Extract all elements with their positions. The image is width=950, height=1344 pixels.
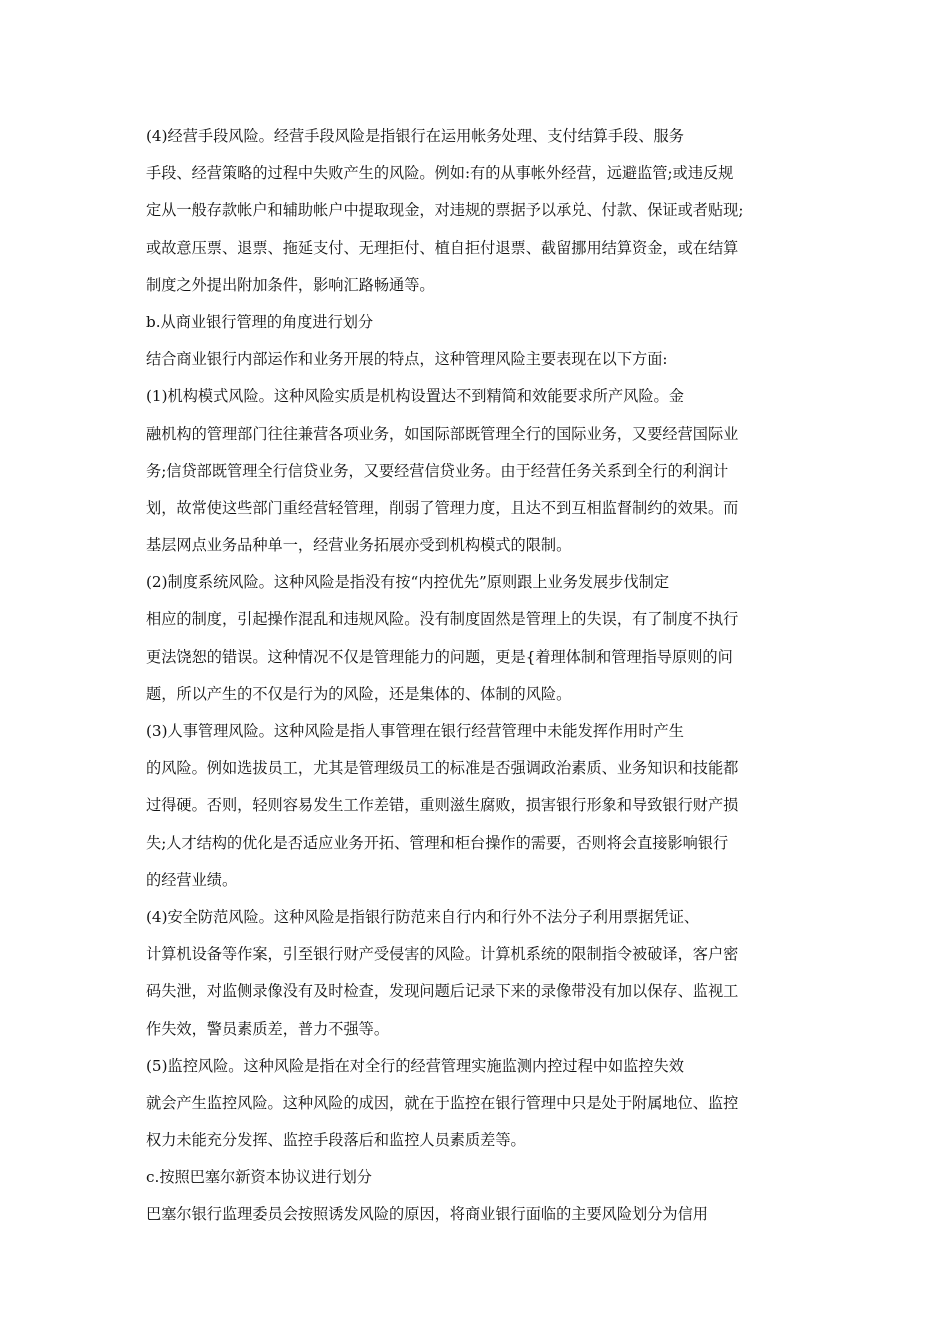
text-line: 基层网点业务品种单一，经营业务拓展亦受到机构模式的限制。 [146, 536, 572, 555]
text-line: (4)经营手段风险。经营手段风险是指银行在运用帐务处理、支付结算手段、服务 [146, 127, 684, 145]
text-line: 失;人才结构的优化是否适应业务开拓、管理和柜台操作的需要，否则将会直接影响银行 [146, 833, 729, 852]
text-line: 或故意压票、退票、拖延支付、无理拒付、植自拒付退票、截留挪用结算资金，或在结算 [146, 238, 739, 257]
text-line: 制度之外提出附加条件，影响汇路畅通等。 [146, 275, 435, 294]
section-heading: b.从商业银行管理的角度进行划分 [146, 312, 374, 331]
text-line: 过得硬。否则，轻则容易发生工作差错，重则滋生腐败，损害银行形象和导致银行财产损 [146, 796, 739, 815]
text-line: 权力未能充分发挥、监控手段落后和监控人员素质差等。 [146, 1131, 526, 1150]
document-body [146, 118, 806, 1234]
text-line: 作失效，警员素质差，普力不强等。 [146, 1019, 389, 1038]
text-line: 融机构的管理部门往往兼营各项业务，如国际部既管理全行的国际业务，又要经营国际业 [146, 424, 739, 443]
text-line: 的经营业绩。 [146, 870, 238, 889]
text-line: 相应的制度，引起操作混乱和违规风险。没有制度固然是管理上的失误，有了制度不执行 [146, 610, 739, 629]
section-heading: c.按照巴塞尔新资本协议进行划分 [146, 1168, 372, 1187]
text-line: 结合商业银行内部运作和业务开展的特点，这种管理风险主要表现在以下方面: [146, 350, 668, 369]
text-line: 更法饶恕的错误。这种情况不仅是管理能力的问题，更是{着理体制和管理指导原则的问 [146, 647, 733, 666]
text-line: (1)机构模式风险。这种风险实质是机构设置达不到精简和效能要求所产风险。金 [146, 387, 684, 406]
text-line: 定从一般存款帐户和辅助帐户中提取现金，对违规的票据予以承兑、付款、保证或者贴现; [146, 201, 744, 220]
text-line: (4)安全防范风险。这种风险是指银行防范来自行内和行外不法分子利用票据凭证、 [146, 907, 700, 926]
text-line: (3)人事管理风险。这种风险是指人事管理在银行经营管理中未能发挥作用时产生 [146, 722, 684, 740]
text-line: 划，故常使这些部门重经营轻管理，削弱了管理力度，且达不到互相监督制约的效果。而 [146, 498, 739, 517]
text-line: 计算机设备等作案，引至银行财产受侵害的风险。计算机系统的限制指令被破译，客户密 [146, 945, 739, 964]
text-line: (2)制度系统风险。这种风险是指没有按“内控优先”原则跟上业务发展步伐制定 [146, 573, 670, 592]
text-line: 题，所以产生的不仅是行为的风险，还是集体的、体制的风险。 [146, 684, 572, 703]
text-line: 务;信贷部既管理全行信贷业务，又要经营信贷业务。由于经营任务关系到全行的利润计 [146, 461, 729, 480]
text-line: 就会产生监控风险。这种风险的成因，就在于监控在银行管理中只是处于附属地位、监控 [146, 1093, 739, 1112]
text-line: 手段、经营策略的过程中失败产生的风险。例如:有的从事帐外经营，远避监管;或违反规 [146, 164, 734, 183]
text-line: (5)监控风险。这种风险是指在对全行的经营管理实施监测内控过程中如监控失效 [146, 1056, 684, 1075]
text-line: 的风险。例如选拔员工，尤其是管理级员工的标准是否强调政治素质、业务知识和技能都 [146, 759, 739, 778]
text-line: 码失泄，对监侧录像没有及时检查，发现问题后记录下来的录像带没有加以保存、监视工 [146, 982, 739, 1001]
text-line: 巴塞尔银行监理委员会按照诱发风险的原因，将商业银行面临的主要风险划分为信用 [146, 1205, 708, 1224]
